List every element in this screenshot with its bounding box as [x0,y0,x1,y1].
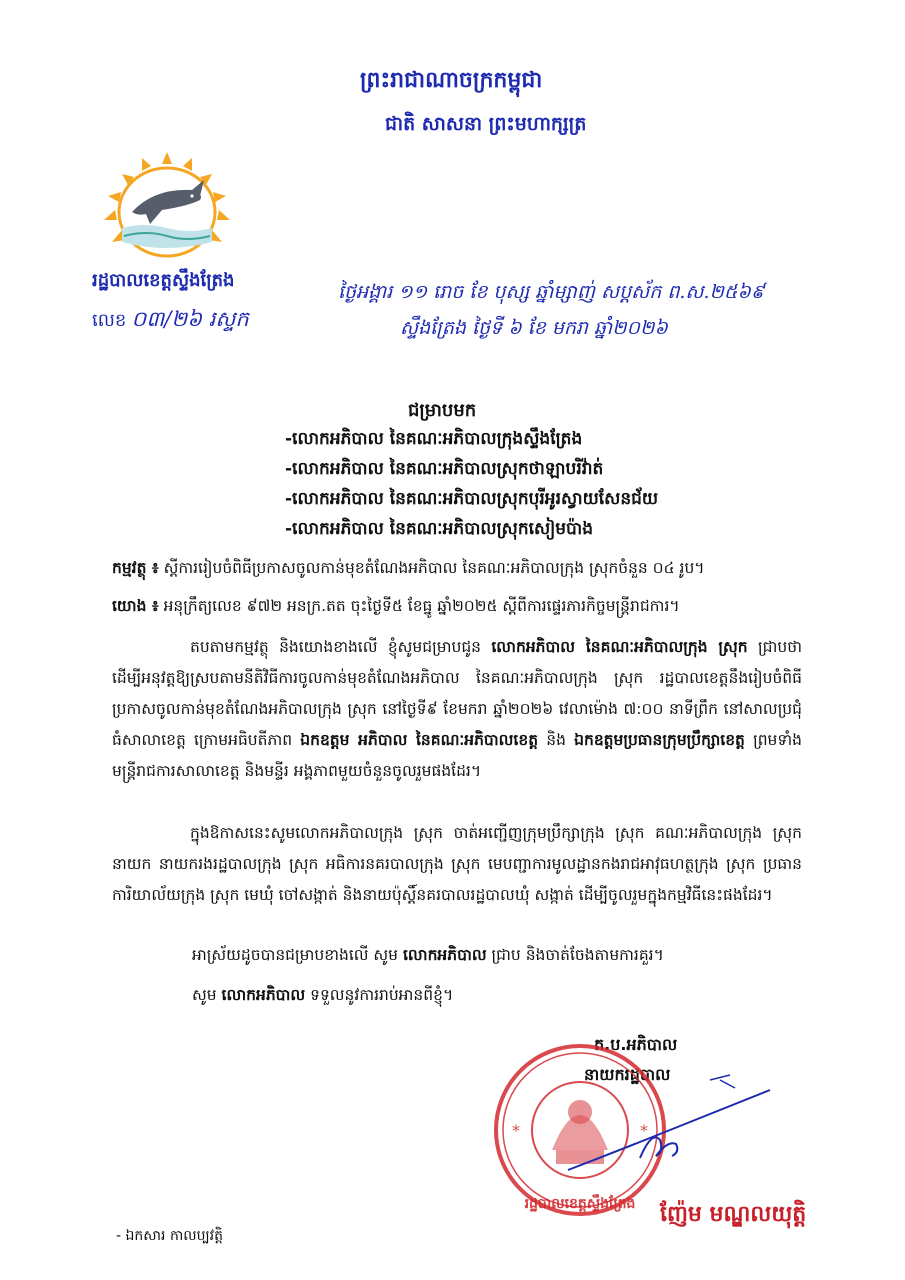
body-text: ទទួលនូវការរាប់អានពីខ្ញុំ។ [310,986,454,1004]
body-text: ជ្រាប និងចាត់ចែងតាមការគួរ។ [491,946,664,964]
svg-text:*: * [640,1121,648,1140]
subject-text: ស្តីការរៀបចំពិធីប្រកាសចូលកាន់មុខតំណែងអភិបាល នៃគណៈអភិបាលក្រុង ស្រុកចំនួន ០៤ រូប។ [163,559,705,577]
body-emphasis: ឯកឧត្តមប្រធានក្រុមប្រឹក្សាខេត្ត [574,731,745,749]
closing-line [192,985,453,1008]
subject-line [112,558,705,581]
body-text: ជ្រាបថា ដើម្បីអនុវត្តឱ្យស្របតាមនីតិវិធីការចូលកាន់មុខតំណែងអភិបាល នៃគណៈអភិបាលក្រុង ស្រុក រដ្ឋបាលខេត្តនឹងរៀបចំពិធីប្រកាសចូលកាន់មុខតំណែងអភិបាលក្រុង ស្រុក នៅថ្ងៃទី៩ ខែមករា ឆ្នាំ២០២៦ វេលាម៉ោង ៧:០០ នាទីព្រឹក នៅសាលប្រជុំធំសាលាខេត្ត ក្រោមអធិបតីភាព [112,638,803,749]
body-text: អាស្រ័យដូចបានជម្រាបខាងលើ សូម [192,946,399,964]
svg-text:*: * [512,1121,520,1140]
solar-date: ស្ទឹងត្រែង ថ្ងៃទី ៦ ខែ មករា ឆ្នាំ២០២៦ [400,317,668,339]
recipient-item: -លោកអភិបាល នៃគណៈអភិបាលស្រុកសៀមប៉ាង [285,519,594,539]
reference-label: យោង ៖ [112,597,159,615]
reference-number-label: លេខ [92,310,127,331]
body-text: ព្រមទាំងមន្ត្រីរាជការសាលាខេត្ត និងមន្ទីរ អង្គភាពមួយចំនួនចូលរួមផងដែរ។ [112,731,802,780]
signatory-title-1: ត.ប.អភិបាល [594,1035,678,1054]
national-motto: ជាតិ សាសនា ព្រះមហាក្សត្រ [385,113,587,135]
kingdom-title: ព្រះរាជាណាចក្រកម្ពុជា [360,68,543,93]
body-emphasis: លោកអភិបាល នៃគណៈអភិបាលក្រុង ស្រុក [491,638,748,656]
body-paragraph-2: ក្នុងឱកាសនេះសូមលោកអភិបាលក្រុង ស្រុក ចាត់អញ្ជើញក្រុមប្រឹក្សាក្រុង ស្រុក គណៈអភិបាលក្រុង ស្រុក នាយក នាយករងរដ្ឋបាលក្រុង ស្រុក អធិការនគរបាលក្រុង ស្រុក មេបញ្ជាការមូលដ្ឋានកងរាជអាវុធហត្ថក្រុង ស្រុក ប្រធានការិយាល័យក្រុង ស្រុក មេឃុំ ចៅសង្កាត់ និងនាយប៉ុស្តិ៍នគរបាលរដ្ឋបាលឃុំ សង្កាត់ ដើម្បីចូលរួមក្នុងកម្មវិធីនេះផងដែរ។ [112,824,802,904]
reference-line [112,596,680,619]
provincial-logo [92,150,242,260]
signatory-title-2: នាយករដ្ឋបាល [584,1065,671,1084]
reference-text: អនុក្រឹត្យលេខ ៩៧២ អនក្រ.តត ចុះថ្ងៃទី៥ ខែធ្នូ ឆ្នាំ២០២៥ ស្តីពីការផ្ទេរភារកិច្ចមន្ត្រីរាជការ។ [163,597,680,615]
body-emphasis: លោកអភិបាល [402,946,487,964]
body-text: សូម [192,986,217,1004]
signatory-name: ញ៉ែម មណ្ឌលយុត្តិ [660,1202,807,1227]
recipient-item: -លោកអភិបាល នៃគណៈអភិបាលក្រុងស្ទឹងត្រែង [285,429,583,449]
lunar-date: ថ្ងៃអង្គារ ១១ រោច ខែ បុស្ស ឆ្នាំម្សាញ់ សប្តស័ក ព.ស.២៥៦៩ [338,281,765,303]
recipient-item: -លោកអភិបាល នៃគណៈអភិបាលស្រុកថាឡាបរិវ៉ាត់ [285,459,604,479]
subject-label: កម្មវត្ថុ ៖ [112,559,159,577]
body-paragraph-1 [112,632,802,787]
recipients-title: ជម្រាបមក [408,400,477,421]
body-text: តបតាមកម្មវត្ថុ និងយោងខាងលើ ខ្ញុំសូមជម្រាបជូន [190,638,482,656]
body-text: និង [546,731,566,749]
reference-number-line [92,306,249,337]
reference-number: ០៣/២៦ រស្ទក [131,307,249,331]
body-paragraph-3 [192,945,664,968]
recipient-item: -លោកអភិបាល នៃគណៈអភិបាលស្រុកបុរីអូរស្វាយសែនជ័យ [285,489,659,509]
body-emphasis: ឯកឧត្តម អភិបាល នៃគណៈអភិបាលខេត្ត [300,731,539,749]
body-emphasis: លោកអភិបាល [221,986,306,1004]
copy-distribution: - ឯកសារ កាលប្បវត្តិ [116,1228,223,1244]
issuing-authority: រដ្ឋបាលខេត្តស្ទឹងត្រែង [92,270,235,291]
seal-text: រដ្ឋបាលខេត្តស្ទឹងត្រែង [524,1196,636,1212]
handwritten-signature [560,1070,780,1180]
